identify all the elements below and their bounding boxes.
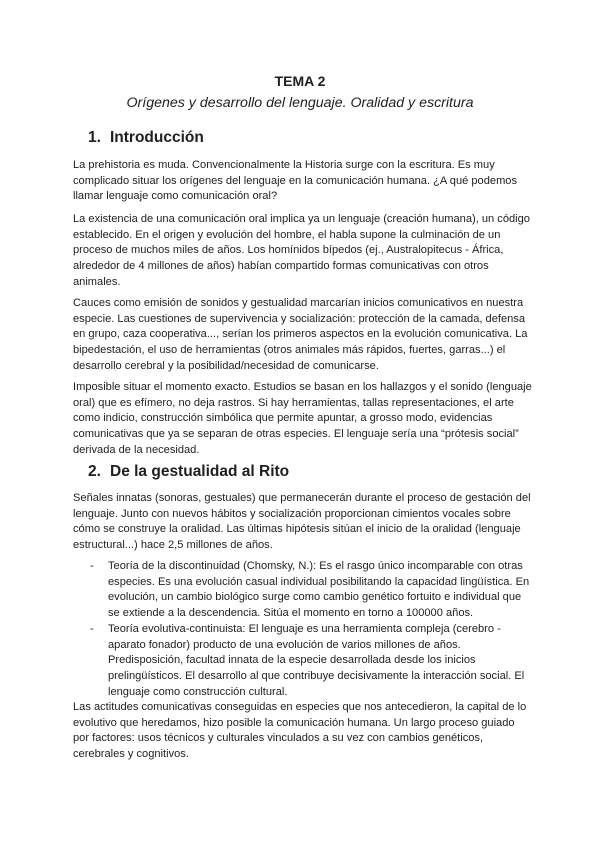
section-title: De la gestualidad al Rito [110,463,290,480]
paragraph: La existencia de una comunicación oral implica ya un lenguaje (creación humana), un código establecido. En el origen y evolución del hombre, el habla supone la culminación de un proceso de muchos miles de años. Los homínidos bípedos (ej., Australopitecus - África, alrededor de 4 millones de años) habían compartido formas comunicativas con otros animales. [73,213,530,288]
bullet-marker: - [90,560,94,572]
paragraph: Las actitudes comunicativas conseguidas en especies que nos antecedieron, la capital de lo evolutivo que heredamos, hizo posible la comunicación humana. Un largo proceso guiado por factores: usos técnicos y culturales vinculados a su vez con cambios genéticos, cerebrales y cognitivos. [73,701,527,761]
section-heading-introduccion [88,128,204,148]
list-item [90,559,530,622]
bullet-marker: - [90,622,94,635]
section-title: Introducción [110,129,204,146]
paragraph: Cauces como emisión de sonidos y gestualidad marcarían inicios comunicativos en nuestra especie. Las cuestiones de supervivencia y socialización: protección de la camada, defensa en grupo, caza cooperativa..., serían los primeros aspectos en la evolución comunicativa. La bipedestación, el uso de herramientas (otros animales más rápidos, fuertes, garras...) el desarrollo cerebral y la posibilidad/necesidad de comunicarse. [73,297,528,372]
list-item-text: Teoría evolutiva-continuista: El lenguaje es una herramienta compleja (cerebro - aparato fonador) producto de una evolución de varios millones de años. Predisposición, facultad innata de la especie desarrollada desde los inicios prelingüísticos. El desarrollo al que contribuye decisivamente la interacción social. El lenguaje como construcción cultural. [108,622,525,698]
paragraph: Imposible situar el momento exacto. Estudios se basan en los hallazgos y el sonido (lenguaje oral) que es efímero, no deja rastros. Si hay herramientas, tallas representaciones, el arte como indicio, construcción simbólica que permite apuntar, a grosso modo, evidencias comunicativas que ya se separan de otras especies. El lenguaje sería una “prótesis social” derivada de la necesidad. [73,381,532,456]
paragraph: Señales innatas (sonoras, gestuales) que permanecerán durante el proceso de gestación del lenguaje. Junto con nuevos hábitos y socialización proporcionan cimientos vocales sobre cómo se construye la oralidad. Las últimas hipótesis sitúan el inicio de la oralidad (lenguaje estructural...) hace 2,5 millones de años. [73,492,531,552]
section-heading-gestualidad [88,462,289,482]
paragraph: La prehistoria es muda. Convencionalmente la Historia surge con la escritura. Es muy complicado situar los orígenes del lenguaje en la comunicación humana. ¿A qué podemos llamar lenguaje como comunicación oral? [73,159,518,203]
list-item-text: Teoría de la discontinuidad (Chomsky, N.): Es el rasgo único incomparable con otras especies. Es una evolución casual individual posibilitando la capacidad lingüística. En evolución, un cambio biológico surge como cambio genético fortuito e individual que se extiende a la descendencia. Sitúa el momento en torno a 100000 años. [108,560,530,620]
document-title: Orígenes y desarrollo del lenguaje. Oralidad y escritura [126,95,474,111]
theory-list [90,559,530,700]
tema-label: TEMA 2 [274,73,326,89]
section-number: 1. [88,129,101,146]
list-item [90,622,530,701]
section-number: 2. [88,463,101,480]
